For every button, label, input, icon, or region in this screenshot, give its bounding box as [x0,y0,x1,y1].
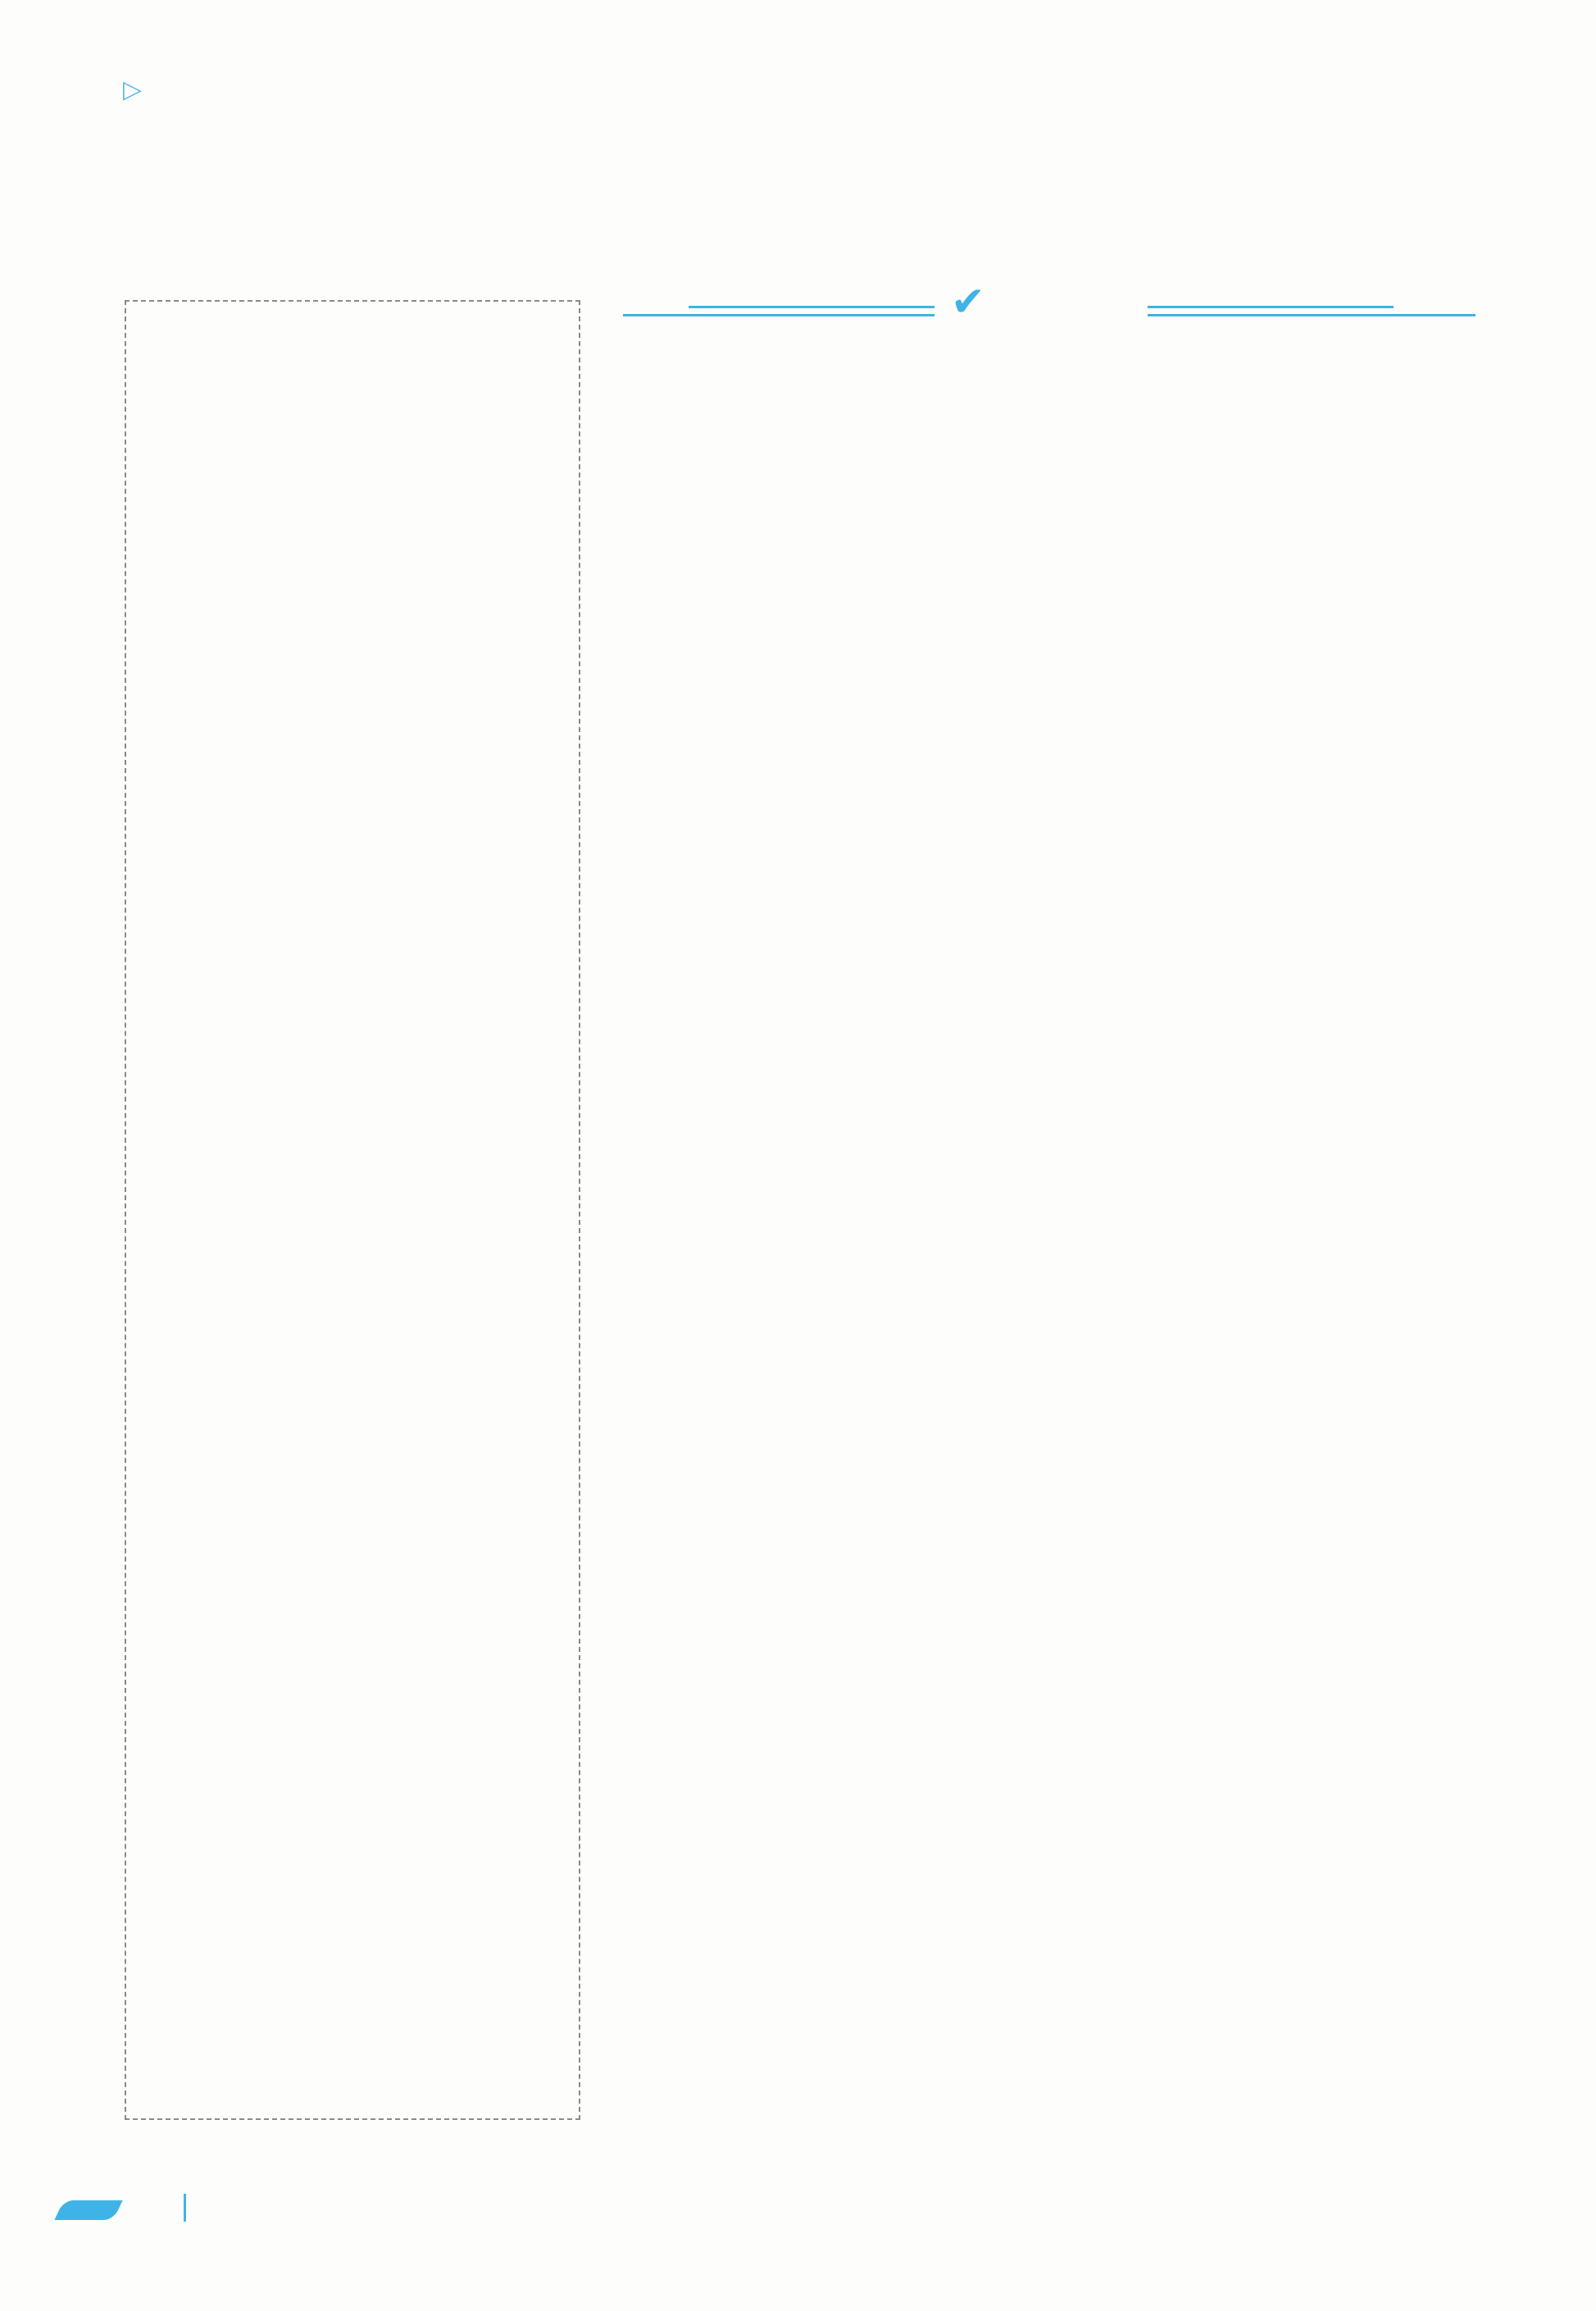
self-study-banner [623,278,1476,332]
check-icon: ✔ [951,278,985,325]
footer-tab [54,2200,122,2220]
series-header [123,72,157,105]
page-title [623,148,661,207]
preview-sidebar [125,300,580,2120]
play-triangle-icon: ▷ [123,75,143,104]
background-paragraph [141,662,567,708]
page-bar [184,2194,186,2222]
author-paragraph [141,433,567,479]
sidebar-title [126,334,579,372]
banner-text [951,278,985,325]
